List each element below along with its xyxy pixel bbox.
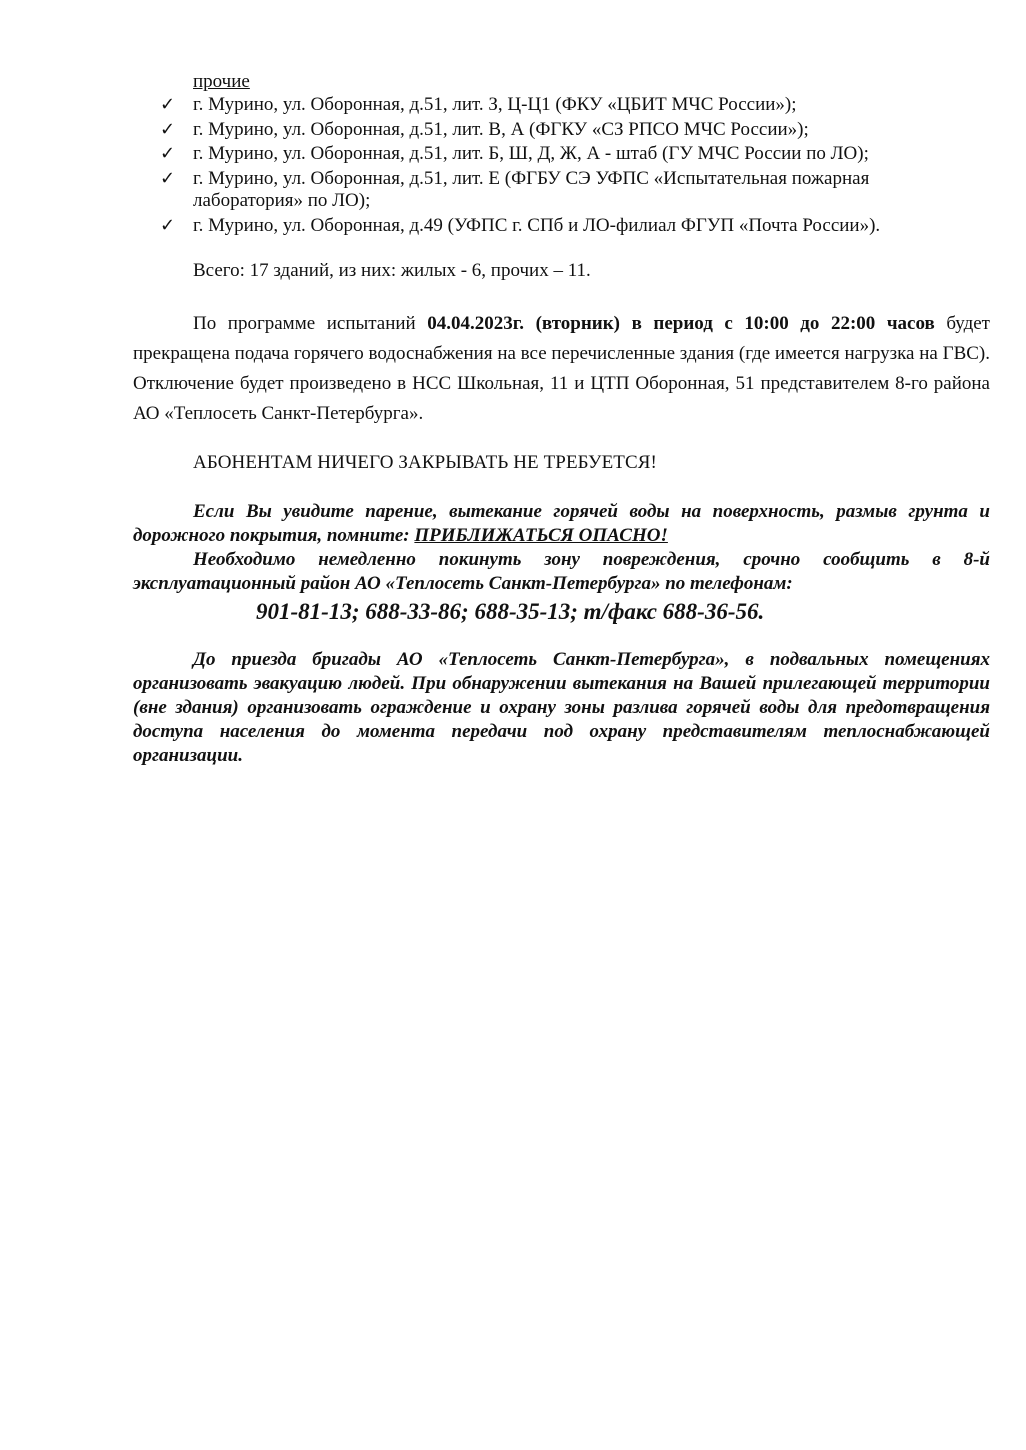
list-item	[160, 94, 970, 117]
warning-text: Если Вы увидите парение, вытекание горячей воды на поверхность, размыв грунта и дорожного покрытия, помните:	[133, 501, 990, 546]
evacuation-text: До приезда бригады АО «Теплосеть Санкт-Петербурга», в подвальных помещениях организовать эвакуацию людей. При обнаружении вытекания на Вашей прилегающей территории (вне здания) организовать ограждение и охрану зоны разлива горячей воды для предотвращения доступа населения до момента передачи под охрану представителям теплоснабжающей организации.	[133, 649, 990, 766]
checkmark-icon: ✓	[160, 94, 176, 115]
warning-contact-text: Необходимо немедленно покинуть зону повреждения, срочно сообщить в 8-й эксплуатационный район АО «Теплосеть Санкт-Петербурга» по телефонам:	[133, 549, 990, 594]
warning-paragraph-2	[133, 548, 990, 596]
list-item	[160, 168, 970, 213]
building-address: г. Мурино, ул. Оборонная, д.51, лит. Е (ФГБУ СЭ УФПС «Испытательная пожарная лаборатория» по ЛО);	[193, 167, 870, 211]
building-address: г. Мурино, ул. Оборонная, д.51, лит. Б, Ш, Д, Ж, А - штаб (ГУ МЧС России по ЛО);	[193, 143, 869, 164]
phone-numbers: 901-81-13; 688-33-86; 688-35-13; т/факс 688-36-56.	[256, 599, 765, 624]
building-address: г. Мурино, ул. Оборонная, д.51, лит. В, А (ФГКУ «СЗ РПСО МЧС России»);	[193, 118, 809, 140]
danger-text: ПРИБЛИЖАТЬСЯ ОПАСНО!	[414, 525, 668, 546]
program-rest: будет прекращена подача горячего водоснабжения на все перечисленные здания (где имеется нагрузка на ГВС). Отключение будет произведено в НСС Школьная, 11 и ЦТП Оборонная, 51 представителем 8-го района АО «Теплосеть Санкт-Петербурга».	[133, 313, 990, 424]
others-heading: прочие	[193, 71, 250, 92]
total-buildings: Всего: 17 зданий, из них: жилых - 6, прочих – 11.	[193, 260, 591, 281]
checkmark-icon: ✓	[160, 167, 176, 189]
buildings-list	[160, 94, 970, 239]
program-paragraph	[133, 309, 990, 429]
list-item	[160, 119, 970, 142]
program-date-period: 04.04.2023г. (вторник) в период с 10:00 до 22:00 часов	[427, 313, 935, 334]
program-lead: По программе испытаний	[193, 313, 428, 334]
list-item	[160, 143, 970, 166]
warning-paragraph-1	[133, 500, 990, 548]
warning-paragraph-3	[133, 648, 990, 768]
checkmark-icon: ✓	[160, 118, 176, 140]
checkmark-icon: ✓	[160, 143, 176, 164]
checkmark-icon: ✓	[160, 214, 176, 236]
list-item	[160, 215, 970, 238]
subscriber-notice: АБОНЕНТАМ НИЧЕГО ЗАКРЫВАТЬ НЕ ТРЕБУЕТСЯ!	[193, 452, 657, 473]
building-address: г. Мурино, ул. Оборонная, д.49 (УФПС г. СПб и ЛО-филиал ФГУП «Почта России»).	[193, 214, 881, 236]
building-address: г. Мурино, ул. Оборонная, д.51, лит. З, Ц-Ц1 (ФКУ «ЦБИТ МЧС России»);	[193, 94, 797, 115]
